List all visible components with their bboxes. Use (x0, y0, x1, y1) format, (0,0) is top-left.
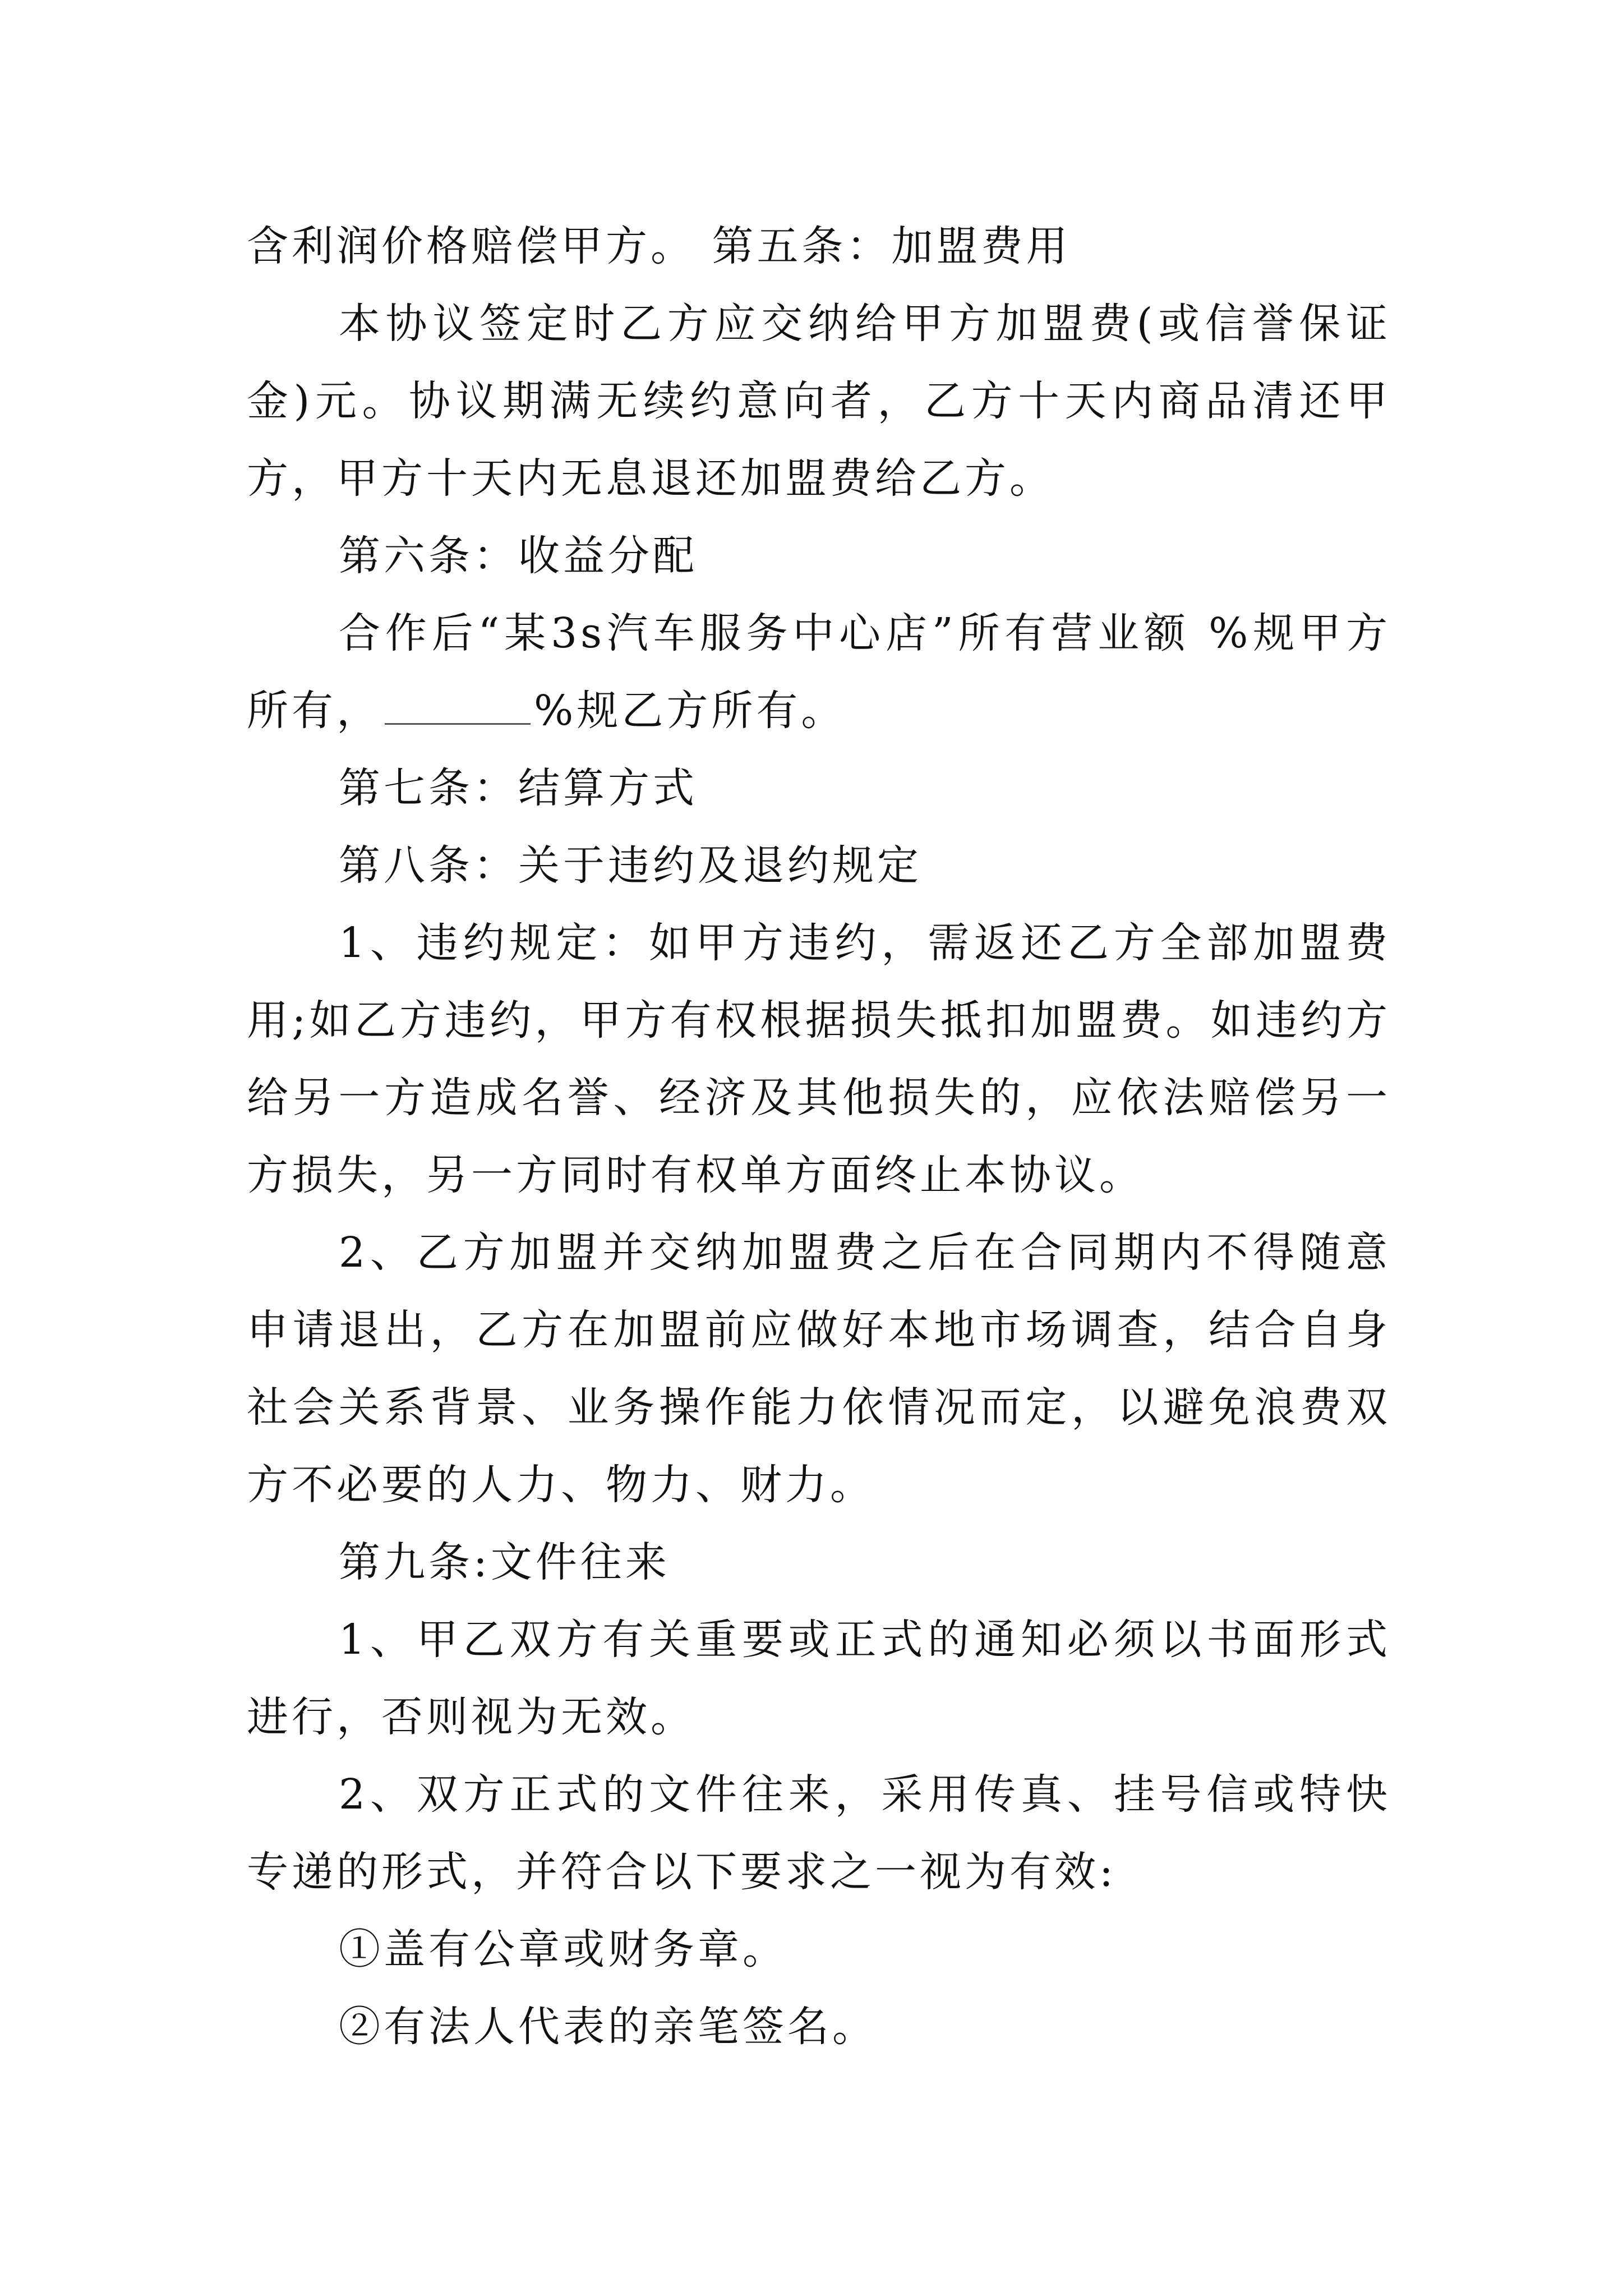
list-item-legal-signature: ②有法人代表的亲笔签名。 (339, 2003, 877, 2051)
paragraph-franchise-fee: 本协议签定时乙方应交纳给甲方加盟费(或信誉保证金)元。协议期满无续约意向者，乙方十天内商品清还甲方，甲方十天内无息退还加盟费给乙方。 (247, 300, 1391, 503)
paragraph-breach-rules: 1、违约规定：如甲方违约，需返还乙方全部加盟费用;如乙方违约，甲方有权根据损失抵扣加盟费。如违约方给另一方造成名誉、经济及其他损失的，应依法赔偿另一方损失，另一方同时有权单方面终止本协议。 (247, 919, 1391, 1199)
document-body (247, 208, 1391, 2065)
paragraph-clause-5-heading: 含利润价格赔偿甲方。 第五条：加盟费用 (247, 222, 1071, 270)
revenue-split-text-before: 合作后“某3s汽车服务中心店”所有营业额 %规甲方所有， (247, 609, 1391, 735)
fill-in-blank (385, 691, 531, 725)
clause-7-heading: 第七条：结算方式 (339, 764, 698, 812)
paragraph-withdrawal-rules: 2、乙方加盟并交纳加盟费之后在合同期内不得随意申请退出，乙方在加盟前应做好本地市场调查，结合自身社会关系背景、业务操作能力依情况而定，以避免浪费双方不必要的人力、物力、财力。 (247, 1228, 1391, 1509)
paragraph-revenue-split (247, 595, 1391, 749)
clause-9-heading: 第九条:文件往来 (339, 1538, 670, 1586)
paragraph-document-exchange: 2、双方正式的文件往来，采用传真、挂号信或特快专递的形式，并符合以下要求之一视为有效: (247, 1770, 1391, 1896)
list-item-official-seal: ①盖有公章或财务章。 (339, 1925, 787, 1973)
clause-8-heading: 第八条：关于违约及退约规定 (339, 841, 922, 890)
paragraph-written-notice: 1、甲乙双方有关重要或正式的通知必须以书面形式进行，否则视为无效。 (247, 1616, 1391, 1741)
clause-6-heading: 第六条：收益分配 (339, 532, 698, 580)
revenue-split-text-after: %规乙方所有。 (534, 687, 846, 735)
